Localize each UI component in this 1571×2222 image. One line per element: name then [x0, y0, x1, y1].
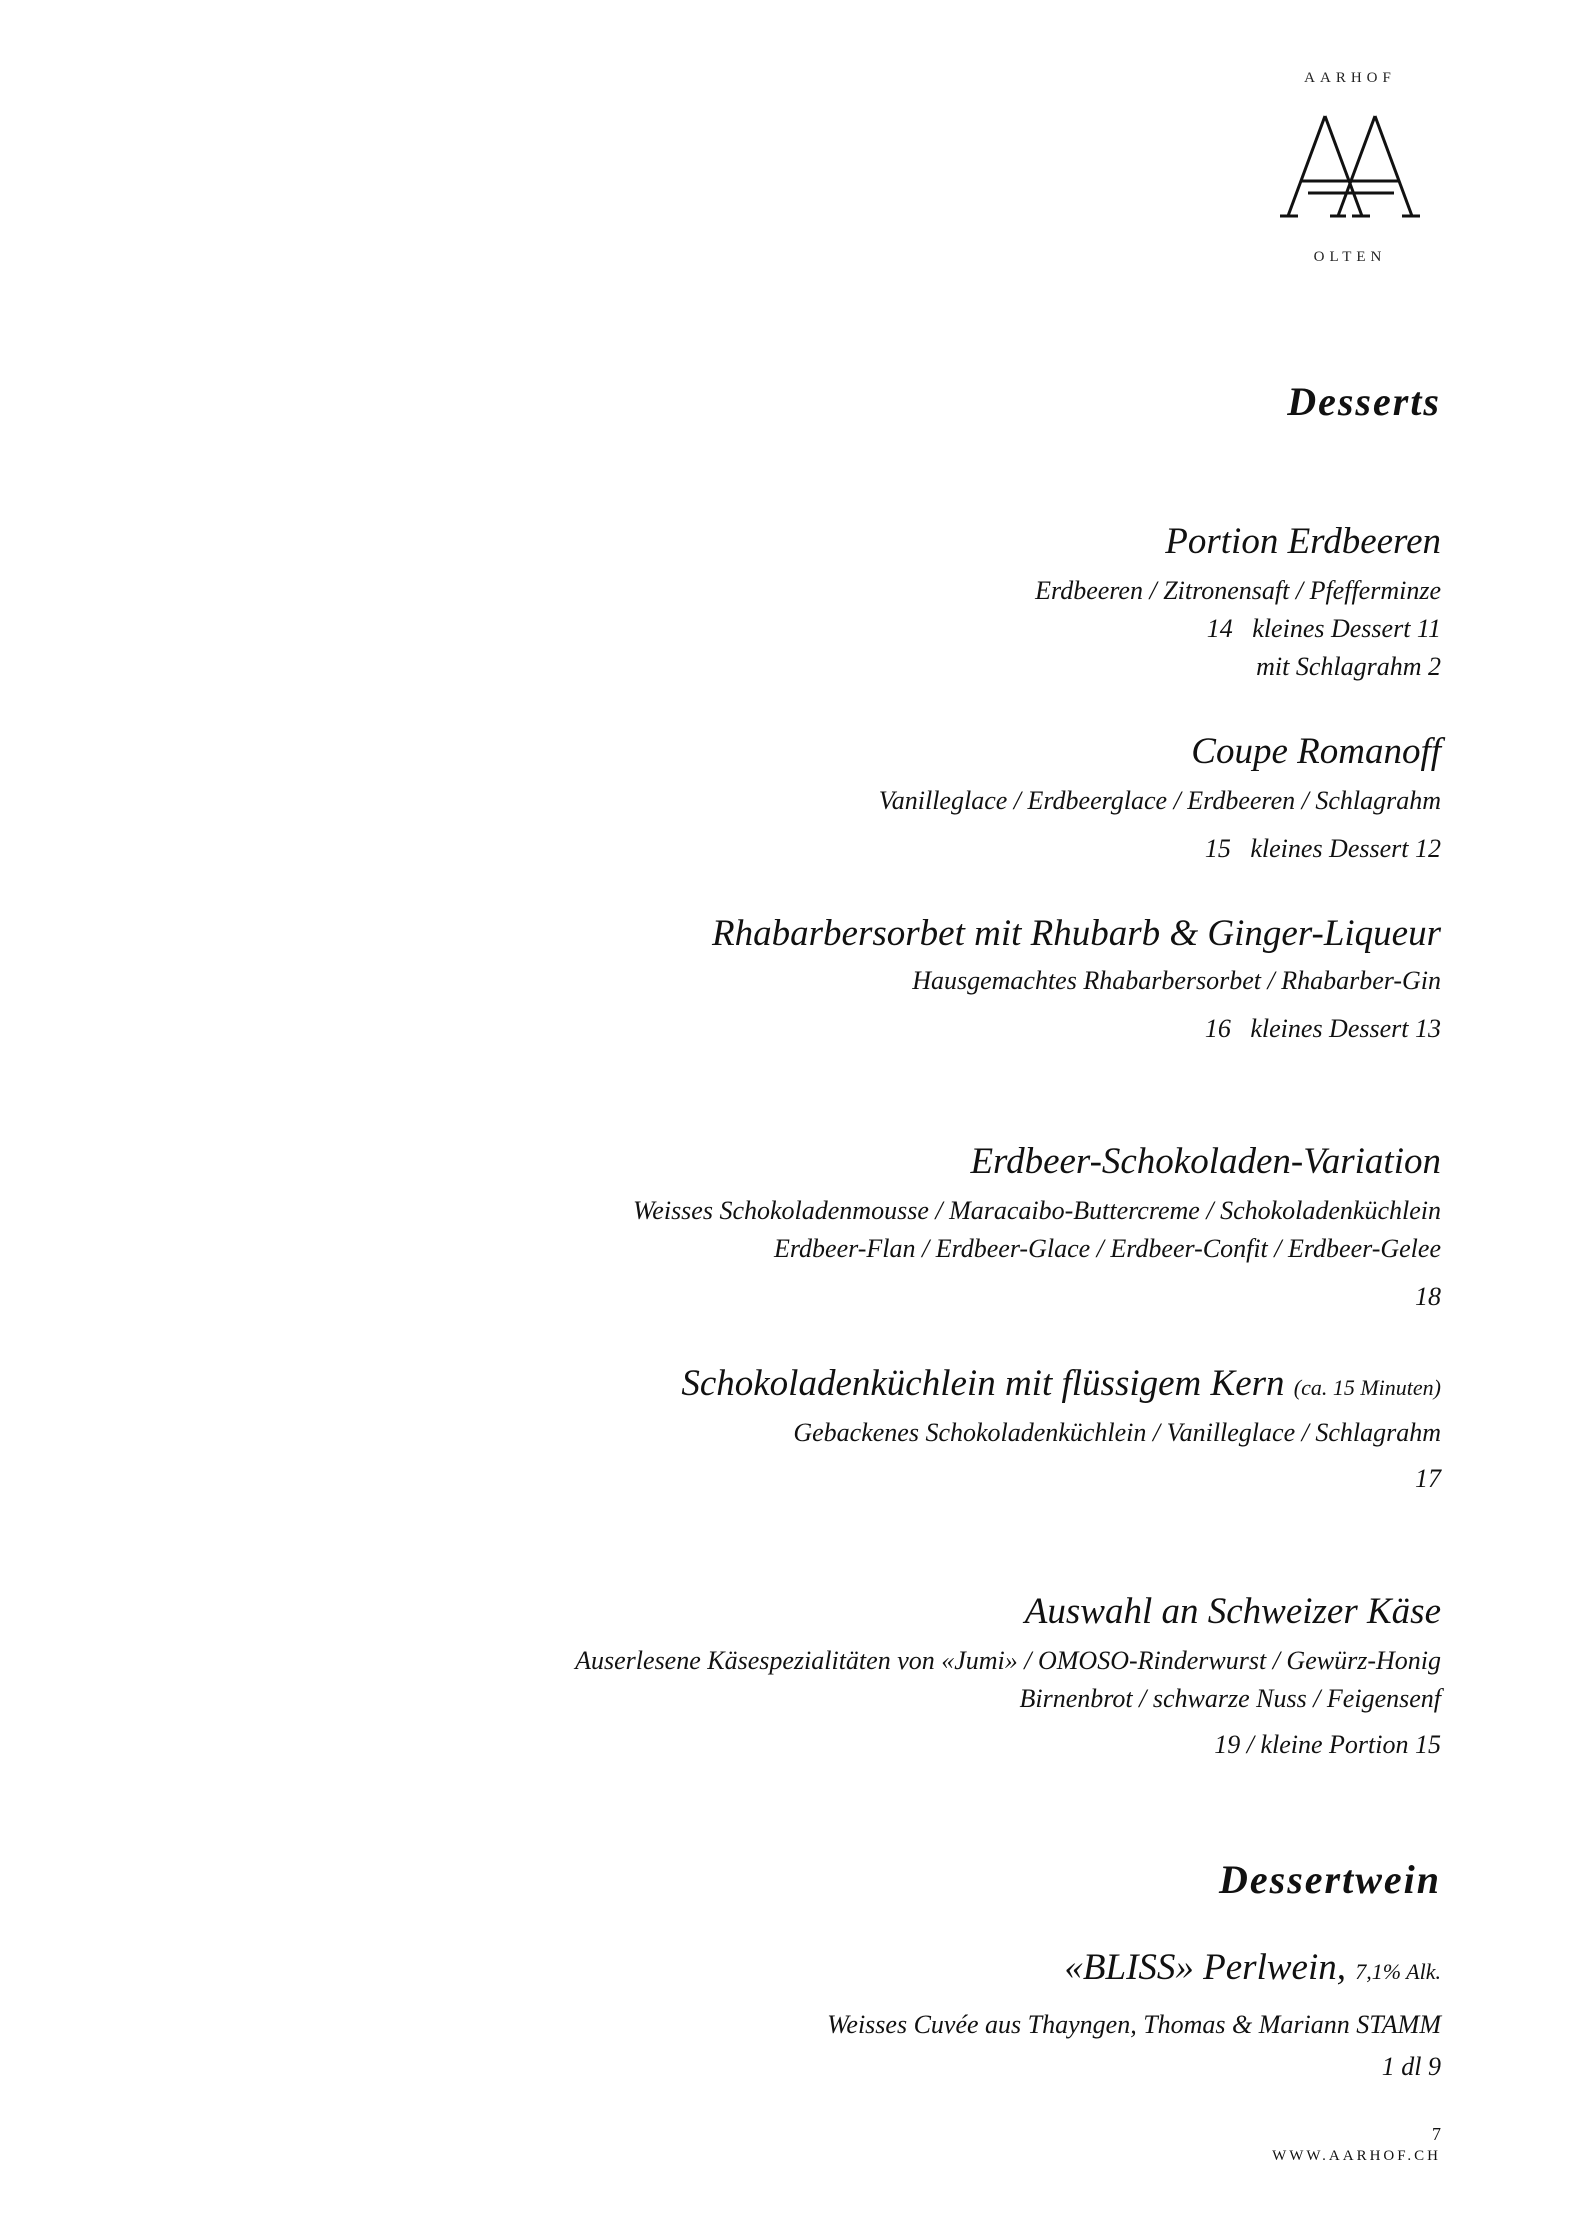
item-description: Birnenbrot / schwarze Nuss / Feigensenf [1019, 1684, 1441, 1713]
brand-logo [1250, 70, 1450, 266]
wine-price: 1 dl 9 [1381, 2052, 1441, 2081]
section-title-desserts: Desserts [1287, 379, 1441, 424]
wine-title: «BLISS» Perlwein, [1064, 1947, 1346, 1988]
wine-alcohol-note: 7,1% Alk. [1355, 1959, 1441, 1984]
item-price: 18 [1415, 1282, 1441, 1311]
item-price: 16 kleines Dessert 13 [1204, 1014, 1441, 1043]
item-title-note: (ca. 15 Minuten) [1293, 1375, 1441, 1400]
item-title: Auswahl an Schweizer Käse [1024, 1591, 1441, 1632]
item-title: Portion Erdbeeren [1165, 521, 1441, 562]
page-number: 7 [1432, 2124, 1441, 2144]
item-price: 19 / kleine Portion 15 [1214, 1730, 1441, 1759]
item-price: 15 kleines Dessert 12 [1204, 834, 1441, 863]
item-description: Vanilleglace / Erdbeerglace / Erdbeeren / Schlagrahm [878, 786, 1441, 815]
website-url: WWW.AARHOF.CH [1272, 2148, 1441, 2164]
item-description: Hausgemachtes Rhabarbersorbet / Rhabarber-Gin [912, 966, 1441, 995]
item-description: Weisses Schokoladenmousse / Maracaibo-Buttercreme / Schokoladenküchlein [633, 1196, 1441, 1225]
item-price: 14 kleines Dessert 11 [1206, 614, 1441, 643]
item-description: Auserlesene Käsespezialitäten von «Jumi» / OMOSO-Rinderwurst / Gewürz-Honig [575, 1646, 1441, 1675]
wine-description: Weisses Cuvée aus Thayngen, Thomas & Mariann STAMM [827, 2010, 1441, 2039]
brand-name-top: AARHOF [1304, 70, 1396, 86]
item-price-extra: mit Schlagrahm 2 [1256, 652, 1441, 681]
item-title: Schokoladenküchlein mit flüssigem Kern [681, 1363, 1285, 1404]
item-description: Erdbeer-Flan / Erdbeer-Glace / Erdbeer-Confit / Erdbeer-Gelee [774, 1234, 1441, 1263]
item-description: Gebackenes Schokoladenküchlein / Vanilleglace / Schlagrahm [793, 1418, 1441, 1447]
aa-monogram-icon [1280, 111, 1420, 221]
item-description: Erdbeeren / Zitronensaft / Pfefferminze [1035, 576, 1441, 605]
item-title: Coupe Romanoff [1191, 731, 1441, 772]
item-price: 17 [1415, 1464, 1441, 1493]
brand-name-bottom: OLTEN [1313, 249, 1387, 265]
item-title: Rhabarbersorbet mit Rhubarb & Ginger-Liqueur [712, 913, 1441, 954]
section-title-dessertwein: Dessertwein [1219, 1857, 1441, 1902]
item-title-row [681, 1362, 1441, 1405]
item-title: Erdbeer-Schokoladen-Variation [970, 1141, 1441, 1182]
wine-title-row [1064, 1946, 1441, 1989]
